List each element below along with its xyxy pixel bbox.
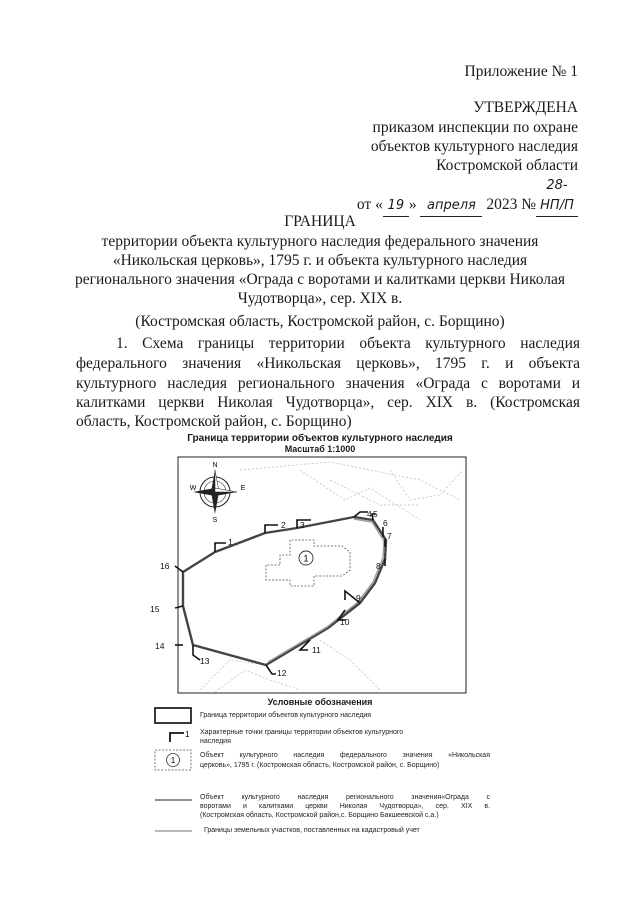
church-marker-label: 1: [303, 553, 309, 564]
section1-line-2: федерального значения «Никольская церковь», 1795 г. и объекта: [76, 355, 580, 372]
title-line-5: (Костромская область, Костромской район, с. Борщино): [135, 313, 505, 330]
order-line-3: Костромской области: [436, 157, 578, 174]
legend-item-federal-1: Объект культурного наследия федерального значения «Никольская: [200, 752, 490, 759]
point-label-10: 10: [340, 617, 350, 627]
legend-object-marker: 1: [170, 756, 176, 765]
point-label-13: 13: [200, 656, 210, 666]
section1-line-5: область, Костромской район, с. Борщино): [76, 413, 352, 430]
order-day: 19: [383, 196, 409, 217]
compass-e: E: [240, 485, 246, 492]
legend-item-cadastral: Границы земельных участков, поставленных на кадастровый учет: [204, 827, 420, 834]
legend-point-marker: 1: [185, 730, 190, 739]
legend-item-regional-3: (Костромская область, Костромской район,с. Борщино Бакшеевской с.а.): [200, 812, 439, 819]
point-label-2: 2: [281, 520, 286, 530]
section1-line-3: культурного наследия регионального значения «Ограда с воротами и: [76, 375, 580, 392]
legend-item-points-1: Характерные точки границы территории объектов культурного: [200, 729, 404, 736]
point-label-15: 15: [150, 604, 160, 614]
legend-item-boundary: Граница территории объектов культурного наследия: [200, 712, 372, 719]
compass-n: N: [212, 462, 218, 469]
title-line-3: регионального значения «Ограда с воротами и калитками церкви Николая: [74, 271, 566, 288]
order-line-1: приказом инспекции по охране: [372, 119, 578, 136]
compass-rose: [193, 470, 237, 514]
order-month: апреля: [420, 196, 482, 217]
map-scale: Масштаб 1:1000: [284, 444, 356, 454]
legend-boundary-symbol: [155, 708, 191, 723]
point-label-8: 8: [376, 561, 381, 571]
legend-item-regional-1: Объект культурного наследия регионального значения«Ограда с: [200, 794, 490, 801]
territory-boundary: [183, 517, 386, 665]
point-label-1: 1: [228, 537, 233, 547]
legend-item-points-2: наследия: [200, 738, 231, 745]
compass-w: W: [189, 485, 197, 492]
point-label-12: 12: [277, 668, 287, 678]
title-line-2: «Никольская церковь», 1795 г. и объекта культурного наследия: [112, 252, 528, 269]
document-title: ГРАНИЦА: [284, 213, 356, 230]
legend-point-symbol: [170, 733, 184, 742]
section1-line-4: калитками церкви Николая Чудотворца», сер. XIX в. (Костромская: [76, 394, 580, 411]
legend-item-federal-2: церковь», 1795 г. (Костромская область, Костромской район, с. Борщино): [200, 762, 440, 769]
point-label-9: 9: [356, 593, 361, 603]
point-label-11: 11: [312, 645, 321, 655]
point-labels: [150, 509, 392, 678]
section1-line-1: 1. Схема границы территории объекта культурного наследия: [116, 335, 580, 352]
point-label-3: 3: [300, 520, 305, 530]
from-prefix: от «: [356, 196, 383, 213]
title-line-4: Чудотворца», сер. XIX в.: [237, 290, 403, 307]
point-label-4: 4: [367, 509, 372, 519]
quote-close: »: [408, 196, 417, 213]
point-label-6: 6: [383, 518, 388, 528]
compass-s: S: [212, 517, 218, 524]
approved-label: УТВЕРЖДЕНА: [473, 99, 578, 116]
order-year: 2023 №: [486, 196, 536, 213]
legend-title: Условные обозначения: [267, 697, 373, 707]
fence-object-line: [268, 519, 384, 662]
appendix-label: Приложение № 1: [464, 63, 578, 80]
point-label-7: 7: [387, 531, 392, 541]
map-title: Граница территории объектов культурного наследия: [187, 433, 453, 444]
order-line-2: объектов культурного наследия: [370, 138, 578, 155]
legend-item-regional-2: воротами и калитками церкви Николая Чудотворца», сер. XIX в.: [200, 803, 490, 810]
point-label-14: 14: [155, 641, 165, 651]
order-number: 28-НП/П: [536, 176, 578, 217]
title-line-1: территории объекта культурного наследия федерального значения: [101, 233, 539, 250]
point-label-5: 5: [373, 509, 378, 519]
point-label-16: 16: [160, 561, 170, 571]
